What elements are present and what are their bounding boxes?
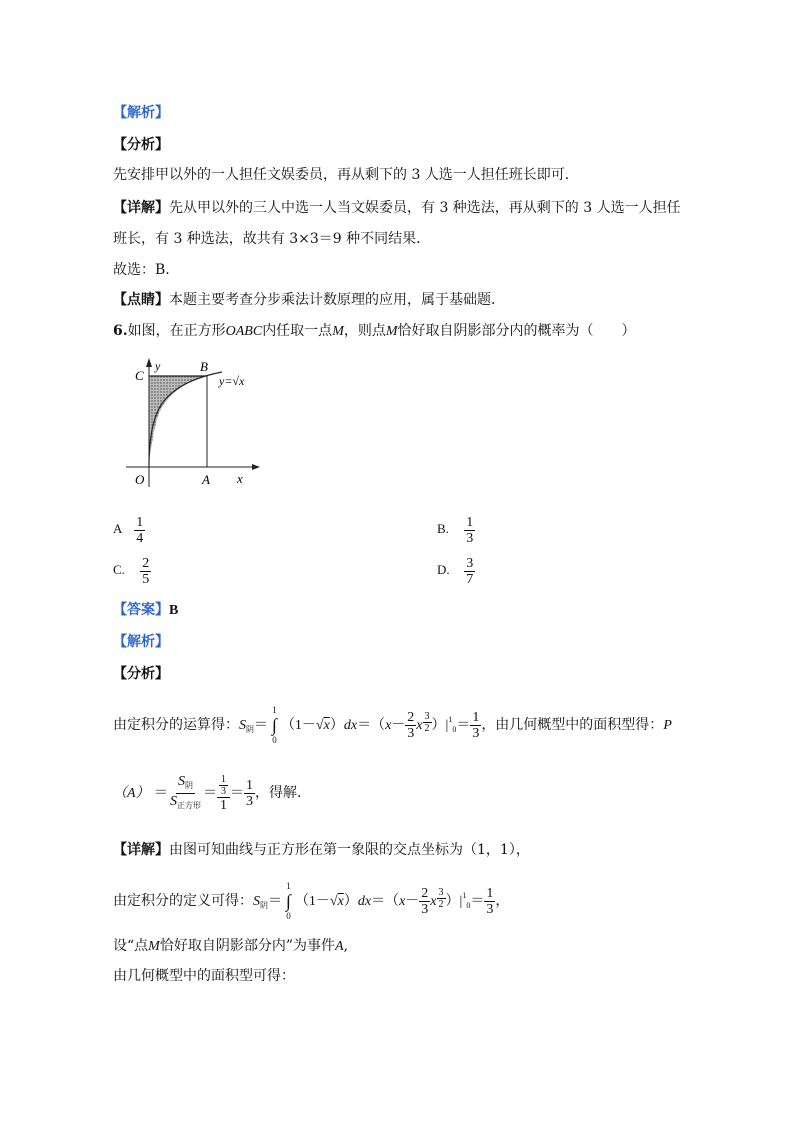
stem-var-m: M: [385, 324, 398, 339]
y-axis-arrow-icon: [146, 358, 152, 367]
option-a-label: A: [113, 521, 123, 537]
option-c-label: C.: [113, 562, 125, 578]
dianjing-text: 本题主要考查分步乘法计数原理的应用，属于基础题.: [169, 292, 496, 308]
answer-line: [113, 600, 178, 621]
prob-result: ，得解．: [255, 785, 312, 801]
stem-text: 恰好取自阴影部分内的概率为（ ）: [397, 323, 636, 339]
x-axis-arrow-icon: [252, 464, 260, 470]
xiangjie-text-q6-1: 由图可知曲线与正方形在第一象限的交点坐标为（1，1），: [169, 842, 530, 858]
option-b-label: B.: [437, 521, 449, 537]
integral-sign: 1 ∫ 0: [272, 705, 277, 745]
question-6-stem: [113, 321, 636, 342]
xiangjie-line-q6-3: 设“点M恰好取自阴影部分内”为事件A,: [113, 938, 349, 954]
integral-sign-2: 1 ∫ 0: [286, 881, 291, 921]
jiexi-tag: 【解析】: [113, 105, 169, 121]
shaded-region: [149, 376, 207, 464]
stem-text: ，则点: [343, 323, 386, 339]
xiangjie-line-q6-4: 由几何概型中的面积型可得：: [113, 968, 295, 984]
choice-text: 故选：B.: [113, 262, 170, 278]
label-a: A: [202, 472, 210, 487]
stem-var-m: M: [332, 324, 344, 339]
option-a-fraction: $\frac{1}{4}$: [136, 515, 144, 546]
analysis-p: P: [663, 718, 672, 733]
xiangjie-line-2: 班长，有 3 种选法，故共有 3×3＝9 种不同结果．: [113, 231, 431, 247]
stem-text: 如图，在正方形: [127, 323, 226, 339]
probability-line: （A） ＝ $\frac{S_阴}{S_{正方形}}$ ＝ $\frac{\frac{1}{3}}{1}$ ＝ $\frac{1}{3}$ ，得解．: [113, 773, 312, 813]
xiangjie-line-1: [113, 198, 681, 218]
option-d[interactable]: [437, 556, 475, 587]
option-a[interactable]: [113, 515, 145, 546]
option-d-label: D.: [437, 562, 450, 578]
analysis-mid: ，由几何概型中的面积型得：: [481, 717, 664, 733]
stem-text: 内任取一点: [262, 323, 333, 339]
option-d-fraction: $\frac{3}{7}$: [466, 556, 474, 587]
analysis-text: 先安排甲以外的一人担任文娱委员，再从剩下的 3 人选一人担任班长即可．: [113, 167, 579, 183]
label-c: C: [135, 368, 144, 383]
question-number: 6.: [113, 323, 128, 339]
dianjing-tag: 【点睛】: [113, 292, 169, 308]
option-c-fraction: $\frac{2}{5}$: [142, 556, 150, 587]
square-figure: [118, 355, 268, 495]
label-b: B: [200, 359, 208, 374]
answer-value: B: [169, 603, 179, 618]
analysis-pre: 由定积分的运算得：: [113, 717, 239, 733]
answer-tag: 【答案】: [113, 602, 169, 618]
fenxi-tag: 【分析】: [113, 137, 169, 153]
label-y: y: [155, 359, 161, 373]
xiangjie-integral-pre: 由定积分的定义可得：: [113, 893, 253, 909]
xiangjie-integral-line: 由定积分的定义可得：$S_阴=$ 1 ∫ 0 （1－√x）dx＝（x－ $\frac{2}{3}$ x $\frac{3}{2}$ ）$|^1_0=$ $\frac{1}{3}$ ，: [113, 881, 510, 921]
xiangjie-tag: 【详解】: [113, 200, 169, 216]
option-b[interactable]: [437, 515, 475, 546]
label-x: x: [237, 471, 243, 486]
fenxi-tag-2: 【分析】: [113, 666, 169, 682]
xiangjie-tag-2: 【详解】: [113, 842, 169, 858]
analysis-integral-line: 由定积分的运算得：$S_阴=$ 1 ∫ 0 （1－√x）dx＝（x－ $\frac{2}{3}$ x $\frac{3}{2}$ ）$|^1_0=$ $\frac{1}{3}$ ，由几何概型中的面积型得：P: [113, 705, 672, 745]
xiangjie-text-1: 先从甲以外的三人中选一人当文娱委员，有 3 种选法，再从剩下的 3 人选一人担任: [169, 200, 681, 216]
dianjing-line: [113, 290, 495, 310]
option-c[interactable]: [113, 556, 151, 587]
label-o: O: [135, 472, 145, 487]
curve-label: y=√x: [219, 374, 245, 388]
stem-var-oabc: OABC: [225, 324, 263, 339]
xiangjie-line-q6-1: [113, 840, 530, 860]
jiexi-tag-2: 【解析】: [113, 634, 169, 650]
prob-a: （A）: [113, 786, 150, 801]
option-b-fraction: $\frac{1}{3}$: [466, 515, 474, 546]
